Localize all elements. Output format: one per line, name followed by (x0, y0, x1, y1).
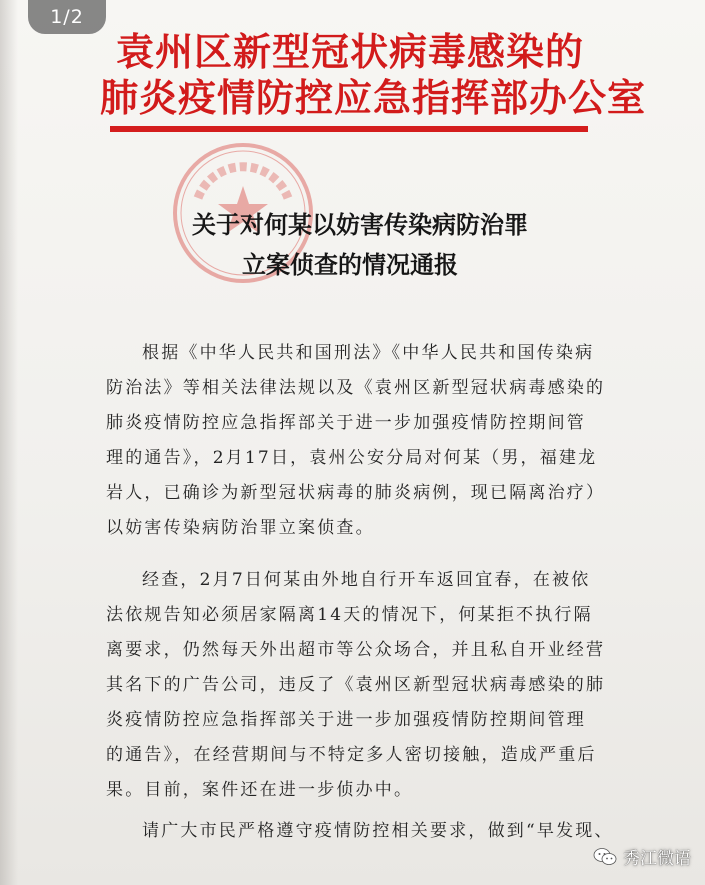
red-divider-rule (110, 126, 588, 132)
body-line: 请广大市民严格遵守疫情防控相关要求，做到“早发现、 (142, 821, 614, 841)
body-line: 的通告》，在经营期间与不特定多人密切接触，造成严重后 (106, 745, 597, 765)
body-line: 炎疫情防控应急指挥部关于进一步加强疫情防控期间管理 (106, 710, 586, 730)
body-line: 离要求，仍然每天外出超市等公众场合，并且私自开业经营 (106, 640, 606, 660)
body-line: 根据《中华人民共和国刑法》《中华人民共和国传染病 (142, 343, 595, 363)
body-line: 果。目前，案件还在进一步侦办中。 (106, 780, 414, 800)
issuer-header-line-2: 肺炎疫情防控应急指挥部办公室 (100, 75, 647, 120)
page-shadow (0, 0, 18, 885)
body-line: 防治法》等相关法律法规以及《袁州区新型冠状病毒感染的 (106, 378, 606, 398)
notice-title-line-1: 关于对何某以妨害传染病防治罪 (192, 210, 528, 239)
issuer-header-line-1: 袁州区新型冠状病毒感染的 (115, 29, 584, 74)
body-line: 肺炎疫情防控应急指挥部关于进一步加强疫情防控期间管 (106, 413, 586, 433)
body-line: 以妨害传染病防治罪立案侦查。 (106, 518, 375, 538)
body-line: 法依规告知必须居家隔离14天的情况下，何某拒不执行隔 (106, 605, 593, 625)
body-line: 其名下的广告公司，违反了《袁州区新型冠状病毒感染的肺 (106, 675, 606, 695)
body-line: 理的通告》，2月17日，袁州公安分局对何某（男，福建龙 (106, 448, 598, 468)
account-watermark (593, 844, 691, 869)
body-line: 经查，2月7日何某由外地自行开车返回宜春，在被依 (142, 570, 591, 590)
body-line: 岩人，已确诊为新型冠状病毒的肺炎病例，现已隔离治疗） (106, 483, 606, 503)
notice-title-line-2: 立案侦查的情况通报 (242, 250, 458, 279)
wechat-icon (593, 847, 617, 867)
watermark-label: 秀江微语 (623, 849, 691, 869)
page-indicator: 1/2 (28, 0, 106, 34)
